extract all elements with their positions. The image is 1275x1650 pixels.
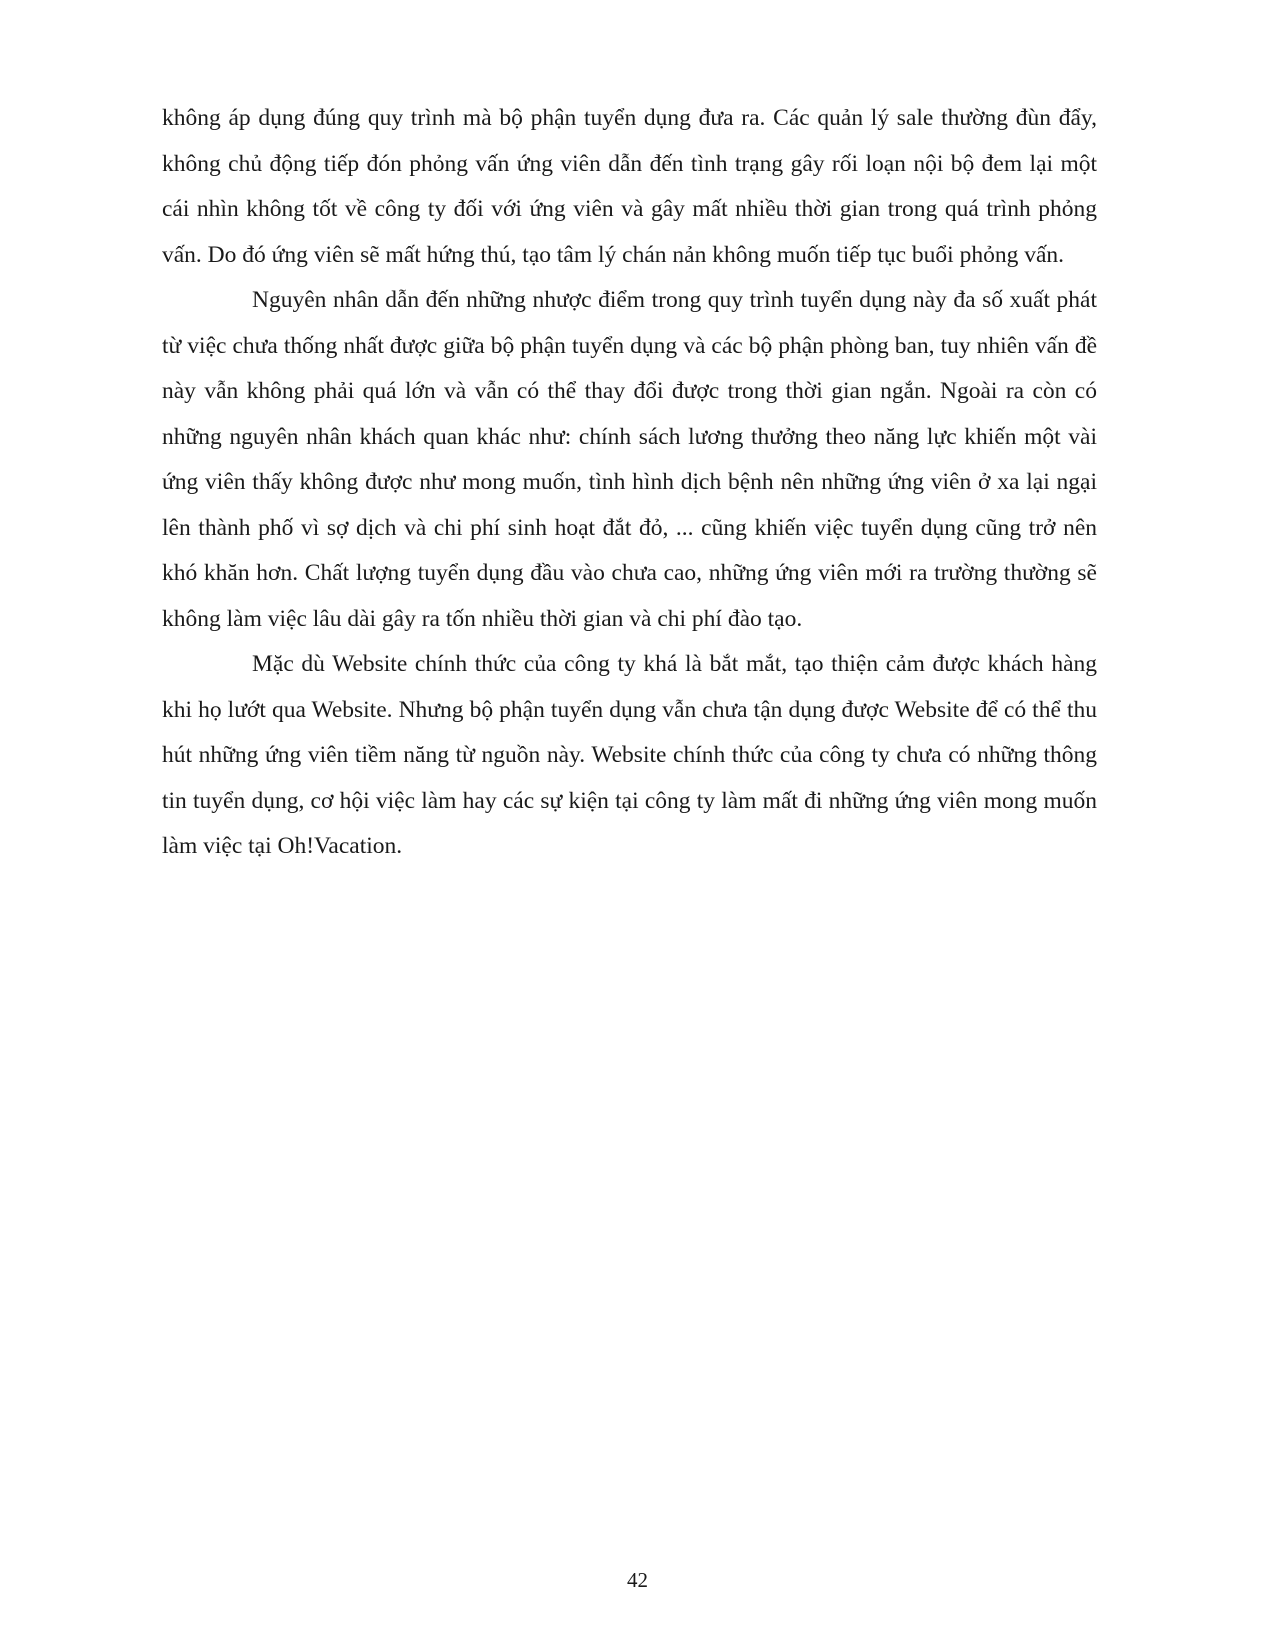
paragraph-continuation: không áp dụng đúng quy trình mà bộ phận tuyển dụng đưa ra. Các quản lý sale thường đùn đẩy, không chủ động tiếp đón phỏng vấn ứng viên dẫn đến tình trạng gây rối loạn nội bộ đem lại một cái nhìn không tốt về công ty đối với ứng viên và gây mất nhiều thời gian trong quá trình phỏng vấn. Do đó ứng viên sẽ mất hứng thú, tạo tâm lý chán nản không muốn tiếp tục buổi phỏng vấn.	[162, 105, 1097, 268]
page-number: 42	[627, 1568, 648, 1592]
paragraph-causes: Nguyên nhân dẫn đến những nhược điểm trong quy trình tuyển dụng này đa số xuất phát từ việc chưa thống nhất được giữa bộ phận tuyển dụng và các bộ phận phòng ban, tuy nhiên vấn đề này vẫn không phải quá lớn và vẫn có thể thay đổi được trong thời gian ngắn. Ngoài ra còn có những nguyên nhân khách quan khác như: chính sách lương thưởng theo năng lực khiến một vài ứng viên thấy không được như mong muốn, tình hình dịch bệnh nên những ứng viên ở xa lại ngại lên thành phố vì sợ dịch và chi phí sinh hoạt đắt đỏ, ... cũng khiến việc tuyển dụng cũng trở nên khó khăn hơn. Chất lượng tuyển dụng đầu vào chưa cao, những ứng viên mới ra trường thường sẽ không làm việc lâu dài gây ra tốn nhiều thời gian và chi phí đào tạo.	[162, 287, 1097, 632]
paragraph-website: Mặc dù Website chính thức của công ty khá là bắt mắt, tạo thiện cảm được khách hàng khi họ lướt qua Website. Nhưng bộ phận tuyển dụng vẫn chưa tận dụng được Website để có thể thu hút những ứng viên tiềm năng từ nguồn này. Website chính thức của công ty chưa có những thông tin tuyển dụng, cơ hội việc làm hay các sự kiện tại công ty làm mất đi những ứng viên mong muốn làm việc tại Oh!Vacation.	[162, 651, 1097, 859]
body-text	[162, 96, 1097, 870]
